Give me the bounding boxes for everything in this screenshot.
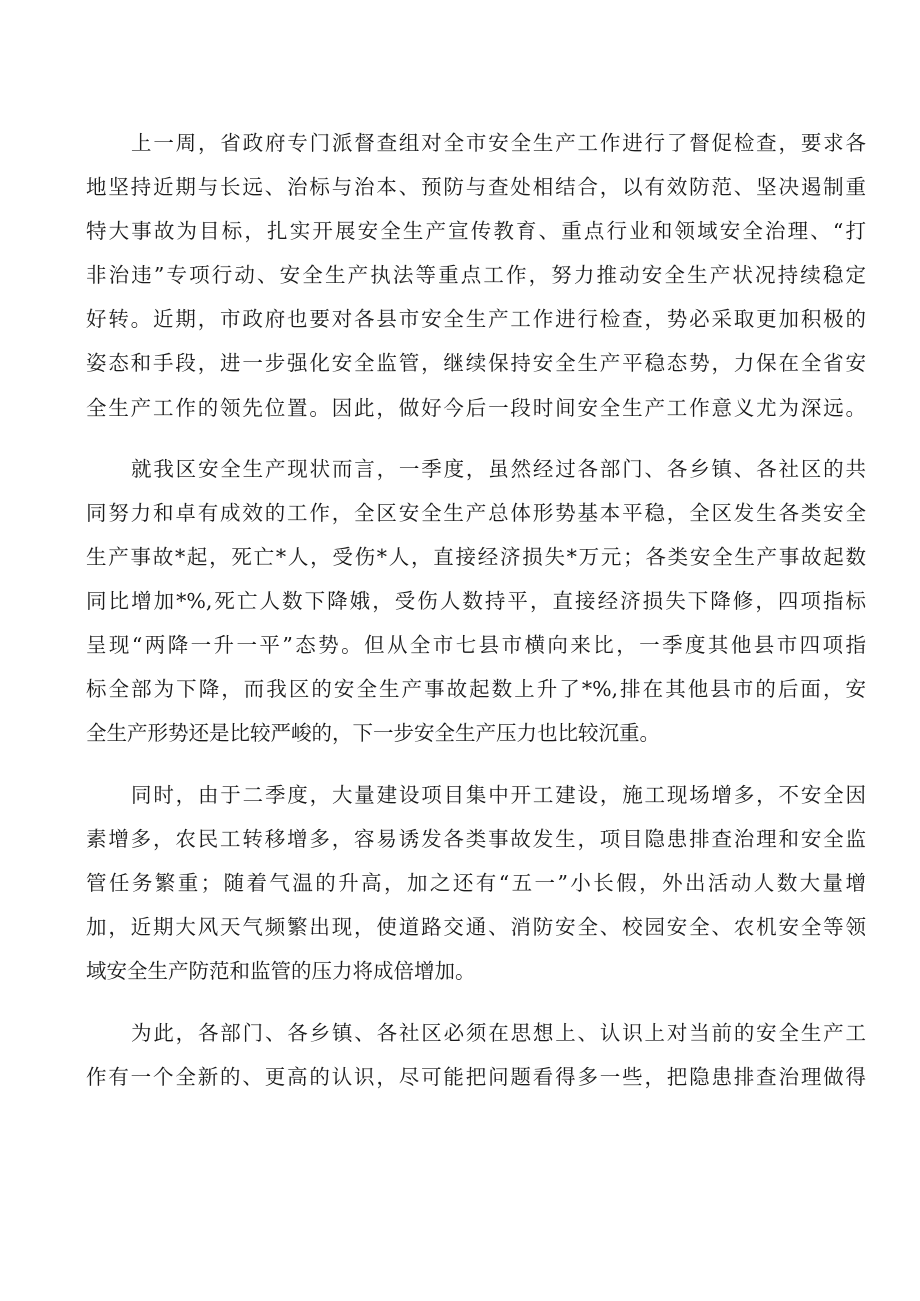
paragraph-line: 生产事故*起，死亡*人，受伤*人，直接经济损失*万元；各类安全生产事故起数: [86, 545, 866, 569]
paragraph-line: 非治违”专项行动、安全生产执法等重点工作，努力推动安全生产状况持续稳定: [86, 263, 866, 287]
paragraph-line: 呈现“两降一升一平”态势。但从全市七县市横向来比，一季度其他县市四项指: [86, 633, 866, 657]
paragraph-line: 全生产工作的领先位置。因此，做好今后一段时间安全生产工作意义尤为深远。: [86, 396, 866, 420]
paragraph-line: 同时，由于二季度，大量建设项目集中开工建设，施工现场增多，不安全因: [131, 783, 866, 807]
paragraph-line: 就我区安全生产现状而言，一季度，虽然经过各部门、各乡镇、各社区的共: [131, 457, 866, 481]
paragraph-line: 特大事故为目标，扎实开展安全生产宣传教育、重点行业和领域安全治理、“打: [86, 219, 866, 243]
paragraph-line: 上一周，省政府专门派督查组对全市安全生产工作进行了督促检查，要求各: [131, 131, 866, 155]
paragraph-line: 好转。近期，市政府也要对各县市安全生产工作进行检查，势必采取更加积极的: [86, 307, 866, 331]
paragraph-line: 为此，各部门、各乡镇、各社区必须在思想上、认识上对当前的安全生产工: [131, 1021, 866, 1045]
paragraph-line: 加，近期大风天气频繁出现，使道路交通、消防安全、校园安全、农机安全等领: [86, 915, 866, 939]
paragraph-line: 地坚持近期与长远、治标与治本、预防与查处相结合，以有效防范、坚决遏制重: [86, 175, 866, 199]
paragraph-line: 同比增加*%,死亡人数下降娥，受伤人数持平，直接经济损失下降修，四项指标: [86, 589, 866, 613]
paragraph-line: 素增多，农民工转移增多，容易诱发各类事故发生，项目隐患排查治理和安全监: [86, 827, 866, 851]
paragraph-line: 域安全生产防范和监管的压力将成倍增加。: [86, 959, 476, 983]
paragraph-line: 全生产形势还是比较严峻的，下一步安全生产压力也比较沉重。: [86, 721, 660, 745]
paragraph-line: 管任务繁重；随着气温的升高，加之还有“五一”小长假，外出活动人数大量增: [86, 871, 866, 895]
paragraph-line: 同努力和卓有成效的工作，全区安全生产总体形势基本平稳，全区发生各类安全: [86, 501, 866, 525]
paragraph-line: 作有一个全新的、更高的认识，尽可能把问题看得多一些，把隐患排查治理做得: [86, 1065, 866, 1089]
paragraph-line: 姿态和手段，进一步强化安全监管，继续保持安全生产平稳态势，力保在全省安: [86, 351, 866, 375]
paragraph-line: 标全部为下降，而我区的安全生产事故起数上升了*%,排在其他县市的后面，安: [86, 677, 866, 701]
